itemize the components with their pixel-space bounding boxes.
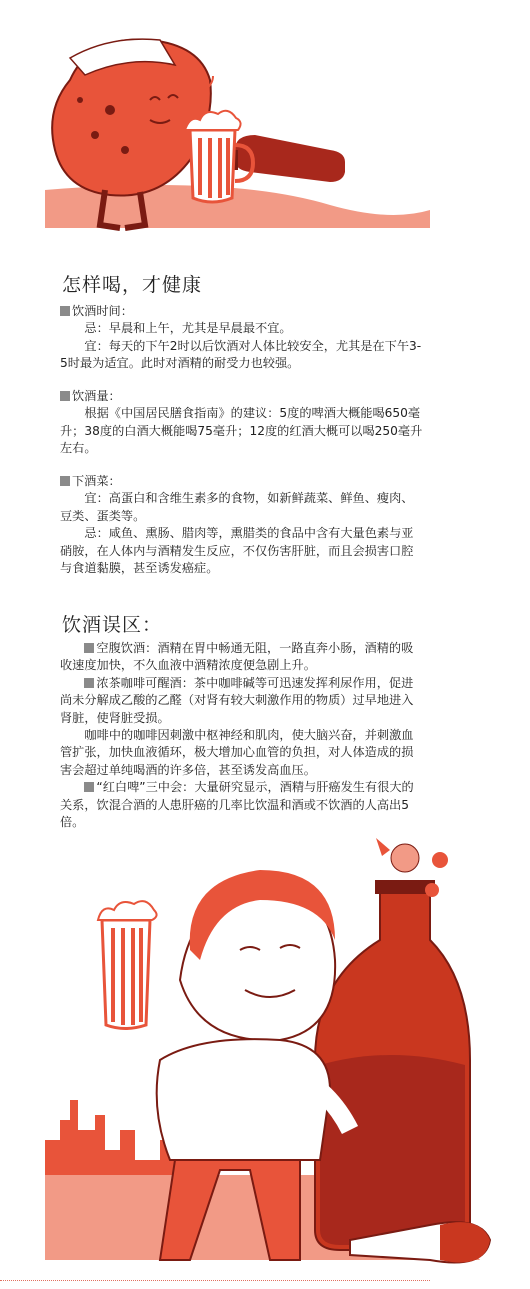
paragraph: 咖啡中的咖啡因刺激中枢神经和肌肉，使大脑兴奋，并刺激血管扩张，加快血液循环，极大增加心血管的负担，对人体造成的损害会超过单纯喝酒的许多倍，甚至诱发高血压。 xyxy=(60,728,414,777)
paragraph: “红白啤”三中会：大量研究显示，酒精与肝癌发生有很大的关系，饮混合酒的人患肝癌的几率比饮温和酒或不饮酒的人高出5倍。 xyxy=(60,780,414,830)
square-bullet-icon xyxy=(60,306,70,316)
section-heading: 下酒菜： xyxy=(72,474,121,488)
section-heading: 饮酒量： xyxy=(72,389,121,403)
square-bullet-icon xyxy=(84,782,94,792)
beer-mug xyxy=(98,901,157,1028)
snacks-section xyxy=(60,473,425,577)
paragraph: 宜：每天的下午2时以后饮酒对人体比较安全，尤其是在下午3-5时最为适宜。此时对酒精的耐受力也较强。 xyxy=(60,338,422,371)
drinking-time-section xyxy=(60,303,425,373)
big-wine-bottle xyxy=(315,880,470,1250)
square-bullet-icon xyxy=(60,391,70,401)
myths-section xyxy=(60,640,425,831)
paragraph: 忌：咸鱼、熏肠、腊肉等，熏腊类的食品中含有大量色素与亚硝胺，在人体内与酒精发生反应，不仅伤害肝脏，而且会损害口腔与食道黏膜，甚至诱发癌症。 xyxy=(60,526,414,576)
paragraph: 空腹饮酒：酒精在胃中畅通无阻，一路直奔小肠，酒精的吸收速度加快，不久血液中酒精浓度便急剧上升。 xyxy=(60,641,414,673)
liver-drinking-illustration xyxy=(0,0,530,245)
paragraph: 根据《中国居民膳食指南》的建议：5度的啤酒大概能喝650毫升；38度的白酒大概能喝75毫升；12度的红酒大概可以喝250毫升左右。 xyxy=(60,406,423,456)
paragraph: 宜：高蛋白和含维生素多的食物，如新鲜蔬菜、鲜鱼、瘦肉、豆类、蛋类等。 xyxy=(60,491,414,523)
section-title-myths: 饮酒误区： xyxy=(62,613,163,636)
dot xyxy=(432,852,448,868)
section-title-how-to-drink: 怎样喝，才健康 xyxy=(62,273,203,296)
paragraph: 忌：早晨和上午，尤其是早晨最不宜。 xyxy=(84,321,292,336)
square-bullet-icon xyxy=(84,643,94,653)
square-bullet-icon xyxy=(60,476,70,486)
drinking-amount-section xyxy=(60,388,425,458)
section-heading: 饮酒时间： xyxy=(72,304,133,318)
footer-divider xyxy=(0,1280,430,1281)
paragraph: 浓茶咖啡可醒酒：茶中咖啡碱等可迅速发挥利尿作用，促进尚未分解成乙酸的乙醛（对肾有较大刺激作用的物质）过早地进入肾脏，使肾脏受损。 xyxy=(60,675,414,725)
man-with-bottle-illustration xyxy=(0,830,530,1289)
square-bullet-icon xyxy=(84,678,94,688)
spot xyxy=(105,105,115,115)
